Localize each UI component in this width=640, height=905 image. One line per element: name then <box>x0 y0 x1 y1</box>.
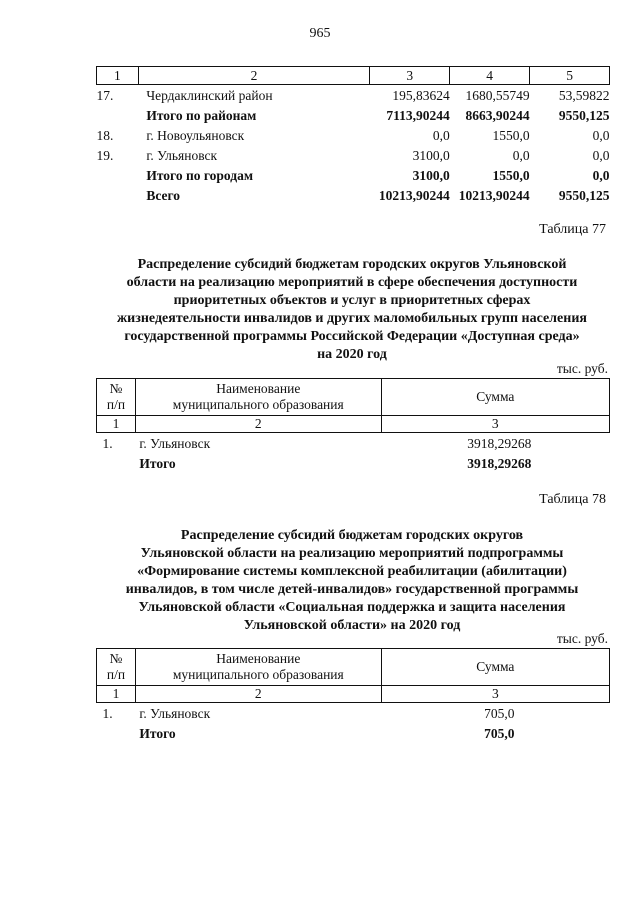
value-cell: 3100,0 <box>412 147 450 163</box>
col-number: 1 <box>97 416 136 433</box>
municipality-name: г. Ульяновск <box>139 705 211 721</box>
title-line: приоритетных объектов и услуг в приоритетных сферах <box>173 293 531 308</box>
num-header-line: № <box>109 651 123 666</box>
table-title <box>86 256 618 364</box>
value-cell: 0,0 <box>592 147 610 163</box>
table-row <box>97 125 610 145</box>
row-number: 18. <box>96 127 114 143</box>
table-row <box>97 145 610 165</box>
value-cell: 195,83624 <box>392 87 450 103</box>
row-number <box>97 165 139 185</box>
table-77 <box>96 378 610 473</box>
title-line: Ульяновской области на реализацию мероприятий подпрограммы <box>140 546 564 561</box>
table-row <box>97 433 610 454</box>
col-number: 1 <box>97 686 136 703</box>
title-line: «Формирование системы комплексной реабилитации (абилитации) <box>137 564 567 579</box>
num-header-line: № <box>109 381 123 396</box>
col-number: 3 <box>381 686 609 703</box>
sum-cell: 3918,29268 <box>467 455 532 471</box>
value-cell: 10213,90244 <box>458 187 530 203</box>
row-number <box>97 723 136 743</box>
table-caption: Таблица 78 <box>539 492 606 507</box>
title-line: государственной программы Российской Федерации «Доступная среда» <box>124 329 580 344</box>
title-line: Ульяновской области «Социальная поддержка и защита населения <box>138 600 566 615</box>
value-cell: 1550,0 <box>492 167 530 183</box>
row-number <box>97 185 139 205</box>
name-header-line: муниципального образования <box>172 397 344 412</box>
row-number <box>97 453 136 473</box>
name-header-line: Наименование <box>216 651 301 666</box>
num-header-line: п/п <box>106 397 126 412</box>
column-number-row <box>97 416 610 433</box>
value-cell: 8663,90244 <box>465 107 530 123</box>
header-row <box>97 649 610 686</box>
row-number <box>97 105 139 125</box>
col-number: 2 <box>135 686 381 703</box>
name-header <box>135 379 381 416</box>
title-line: жизнедеятельности инвалидов и других маломобильных групп населения <box>117 311 587 326</box>
sum-cell: 705,0 <box>484 705 515 721</box>
value-cell: 0,0 <box>512 147 530 163</box>
sum-cell: 3918,29268 <box>467 435 532 451</box>
value-cell: 1550,0 <box>492 127 530 143</box>
value-cell: 0,0 <box>432 127 450 143</box>
table-row <box>97 185 610 205</box>
value-cell: 53,59822 <box>558 87 610 103</box>
value-cell: 7113,90244 <box>386 107 450 123</box>
row-number: 1. <box>102 435 113 451</box>
title-line: на 2020 год <box>317 347 387 362</box>
num-header-line: п/п <box>106 667 126 682</box>
title-line: инвалидов, в том числе детей-инвалидов» государственной программы <box>125 582 579 597</box>
table-row <box>97 703 610 724</box>
col-number: 2 <box>135 416 381 433</box>
col-number: 5 <box>530 67 610 85</box>
row-number: 17. <box>96 87 114 103</box>
value-cell: 9550,125 <box>558 187 610 203</box>
column-number-row <box>97 67 610 85</box>
col-number: 3 <box>381 416 609 433</box>
value-cell: 10213,90244 <box>378 187 450 203</box>
name-header-line: муниципального образования <box>172 667 344 682</box>
municipality-name: Всего <box>146 187 181 203</box>
col-number: 3 <box>370 67 450 85</box>
municipality-name: Итого по городам <box>146 167 254 183</box>
num-header <box>97 379 136 416</box>
sum-header: Сумма <box>381 649 609 686</box>
municipality-name: г. Новоульяновск <box>146 127 245 143</box>
title-line: Ульяновской области» на 2020 год <box>243 618 461 633</box>
table-row <box>97 723 610 743</box>
column-number-row <box>97 686 610 703</box>
sum-cell: 705,0 <box>484 725 515 741</box>
municipality-name: Итого по районам <box>146 107 257 123</box>
col-number: 2 <box>138 67 369 85</box>
row-number: 19. <box>96 147 114 163</box>
subsidy-table-continued <box>96 66 610 205</box>
title-line: Распределение субсидий бюджетам городских округов Ульяновской <box>137 257 567 272</box>
value-cell: 0,0 <box>592 167 610 183</box>
table-row <box>97 453 610 473</box>
municipality-name: г. Ульяновск <box>139 435 211 451</box>
municipality-name: Итого <box>139 725 176 741</box>
municipality-name: Чердаклинский район <box>146 87 273 103</box>
table-row <box>97 105 610 125</box>
title-line: области на реализацию мероприятий в сфере обеспечения доступности <box>126 275 578 290</box>
table-caption: Таблица 77 <box>539 222 606 237</box>
units-label: тыс. руб. <box>556 361 608 376</box>
title-line: Распределение субсидий бюджетам городских округов <box>180 528 524 543</box>
page-number: 965 <box>309 26 331 41</box>
value-cell: 3100,0 <box>412 167 450 183</box>
col-number: 4 <box>450 67 530 85</box>
header-row <box>97 379 610 416</box>
municipality-name: г. Ульяновск <box>146 147 218 163</box>
table-row <box>97 165 610 185</box>
table-78 <box>96 648 610 743</box>
sum-header: Сумма <box>381 379 609 416</box>
table-title <box>86 527 618 635</box>
col-number: 1 <box>97 67 139 85</box>
name-header <box>135 649 381 686</box>
municipality-name: Итого <box>139 455 176 471</box>
units-label: тыс. руб. <box>556 631 608 646</box>
table-row <box>97 85 610 106</box>
value-cell: 9550,125 <box>558 107 610 123</box>
value-cell: 0,0 <box>592 127 610 143</box>
value-cell: 1680,55749 <box>465 87 530 103</box>
row-number: 1. <box>102 705 113 721</box>
num-header <box>97 649 136 686</box>
name-header-line: Наименование <box>216 381 301 396</box>
